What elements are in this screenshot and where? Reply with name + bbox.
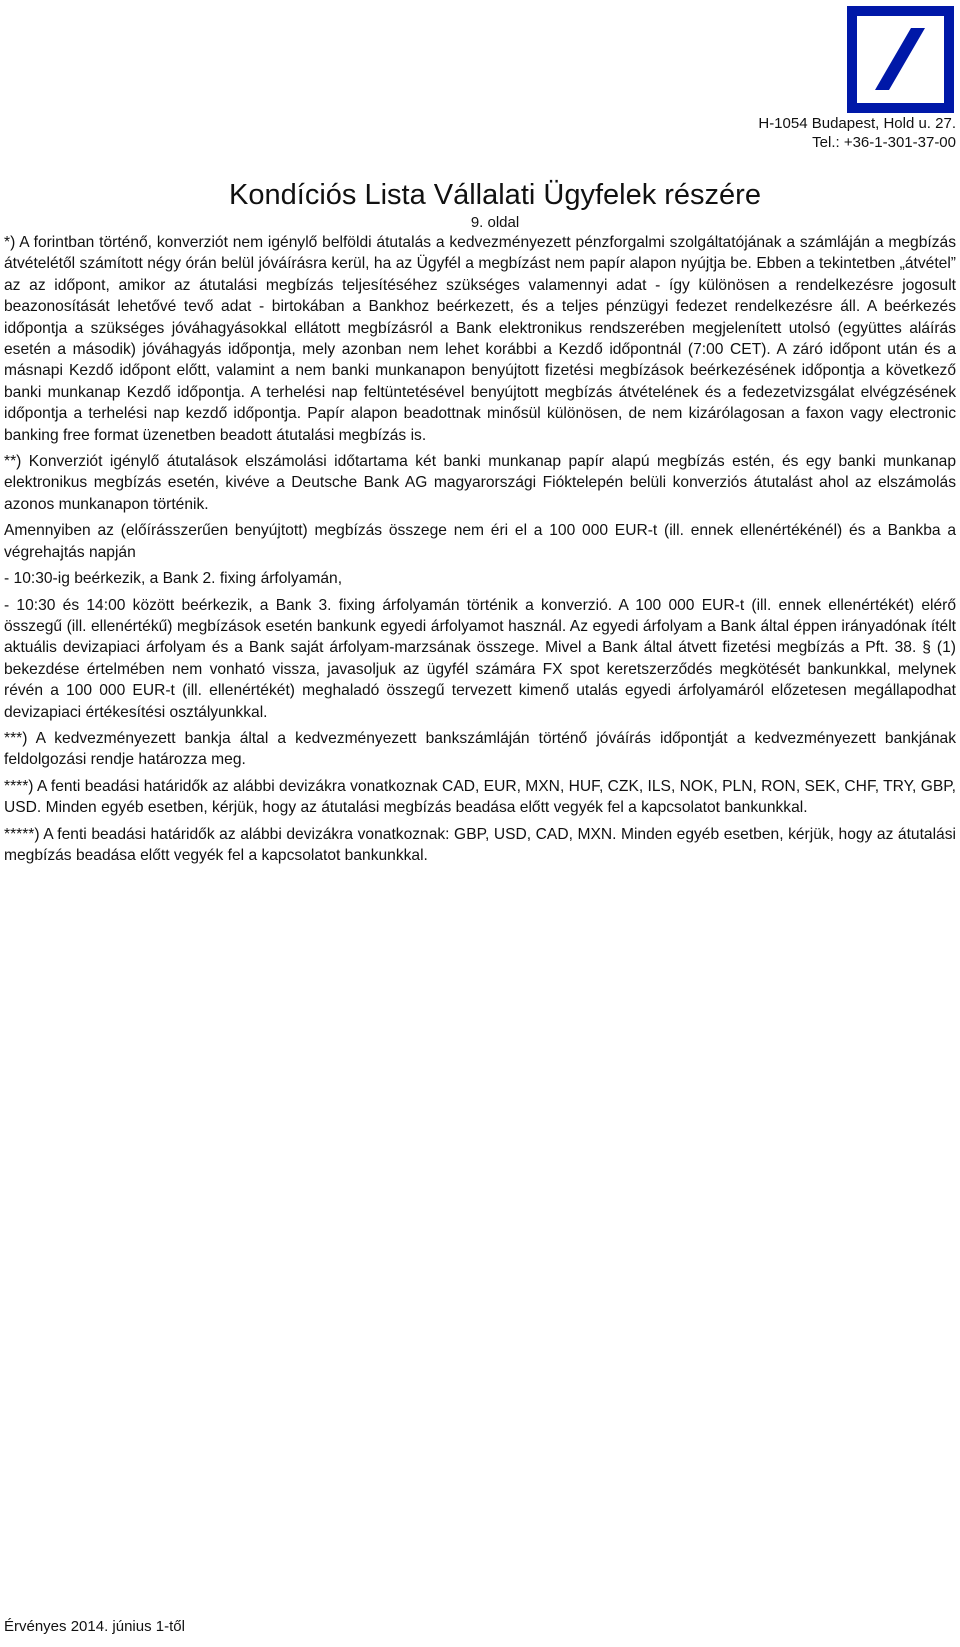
page-number: 9. oldal <box>470 214 520 231</box>
footnote-paragraph: ***) A kedvezményezett bankja által a kedvezményezett bankszámláján történő jóváírás időpontját a kedvezményezett bankjának feldolgozási rendje határozza meg. <box>4 729 956 769</box>
address-street: H-1054 Budapest, Hold u. 27. <box>758 115 956 132</box>
footnote-paragraph: ****) A fenti beadási határidők az alábbi devizákra vonatkoznak CAD, EUR, MXN, HUF, CZK, ILS, NOK, PLN, RON, SEK, CHF, TRY, GBP, USD. Minden egyéb esetben, kérjük, hogy az átutalási megbízás beadása előtt vegyék fel a kapcsolatot bankunkkal. <box>4 777 956 817</box>
footnote-paragraph: *****) A fenti beadási határidők az alábbi devizákra vonatkoznak: GBP, USD, CAD, MXN. Minden egyéb esetben, kérjük, hogy az átutalási megbízás beadása előtt vegyék fel a kapcsolatot bankunkkal. <box>4 825 956 864</box>
slash-icon <box>857 16 944 103</box>
footnote-paragraph: *) A forintban történő, konverziót nem igénylő belföldi átutalás a kedvezményezett pénzforgalmi szolgáltatójának a számláján a megbízás átvételétől számított négy órán belül jóváírásra kerül, ha az Ügyfél a megbízást nem papír alapon nyújtja be. Ebben a tekintetben „átvétel” az az időpont, amikor az átutalási megbízás teljesítéséhez szükséges valamennyi adat - így különösen a rendelkezésre jogosult beazonosítását lehetővé tevő adat - birtokában a Bankhoz beérkezett, és a teljes pénzügyi fedezet rendelkezésre áll. A beérkezés időpontja a szükséges jóváhagyásokkal ellátott megbízásról a Bank elektronikus rendszerében megjelenített utolsó (együttes aláírás esetén a második) jóváhagyás időpontja, mely azonban nem lehet korábbi a Kezdő időpontnál (7:00 CET). A záró időpont után és a másnapi Kezdő időpont előtt, valamint a nem banki munkanapon benyújtott fizetési megbízások beérkezésének időpontja a következő banki munkanap Kezdő időpontja. A terhelési nap feltüntetésével benyújtott megbízás átvételének és a fedezetvizsgálat elvégzésének időpontja a terhelési nap kezdő időpontja. Papír alapon beadottnak minősül különösen, de nem kizárólagosan a faxon vagy electronic banking free format üzenetben beadott átutalási megbízás is. <box>4 234 956 444</box>
deutsche-bank-logo <box>847 6 954 113</box>
document-title: Kondíciós Lista Vállalati Ügyfelek részére <box>229 179 761 211</box>
body-paragraph: Amennyiben az (előírásszerűen benyújtott) megbízás összege nem éri el a 100 000 EUR-t (ill. ennek ellenértékénél) és a Bankba a végrehajtás napján <box>4 522 956 561</box>
document-body <box>4 232 956 871</box>
list-item: - 10:30-ig beérkezik, a Bank 2. fixing árfolyamán, <box>4 570 343 588</box>
validity-footer: Érvényes 2014. június 1-től <box>4 1618 185 1635</box>
address-phone: Tel.: +36-1-301-37-00 <box>812 134 956 151</box>
list-item: - 10:30 és 14:00 között beérkezik, a Bank 3. fixing árfolyamán történik a konverzió. A 100 000 EUR-t (ill. ennek ellenértékét) elérő összegű (ill. ellenértékű) megbízások esetén bankunk egyedi árfolyamot használ. Az egyedi árfolyam a Bank által éppen irányadónak ítélt aktuális devizapiaci árfolyam és a Bank saját árfolyam-marzsának összege. Mivel a Bank által átvett fizetési megbízás a Pft. 38. § (1) bekezdése értelmében nem vonható vissza, javasoljuk az ügyfél számára FX spot keretszerződés megkötését bankunkkal, melynek révén a 100 000 EUR-t (ill. ellenértékét) meghaladó összegű tervezett kimenő utalás egyedi árfolyamáról előzetesen megállapodhat devizapiaci értékesítési osztályunkkal. <box>4 596 956 721</box>
bank-address <box>758 114 956 152</box>
footnote-paragraph: **) Konverziót igénylő átutalások elszámolási időtartama két banki munkanap papír alapú megbízás estén, és egy banki munkanap elektronikus megbízás esetén, kivéve a Deutsche Bank AG magyarországi Fióktelepén belüli konverziós átutalást ahol az elszámolás azonos munkanapon történik. <box>4 453 956 513</box>
